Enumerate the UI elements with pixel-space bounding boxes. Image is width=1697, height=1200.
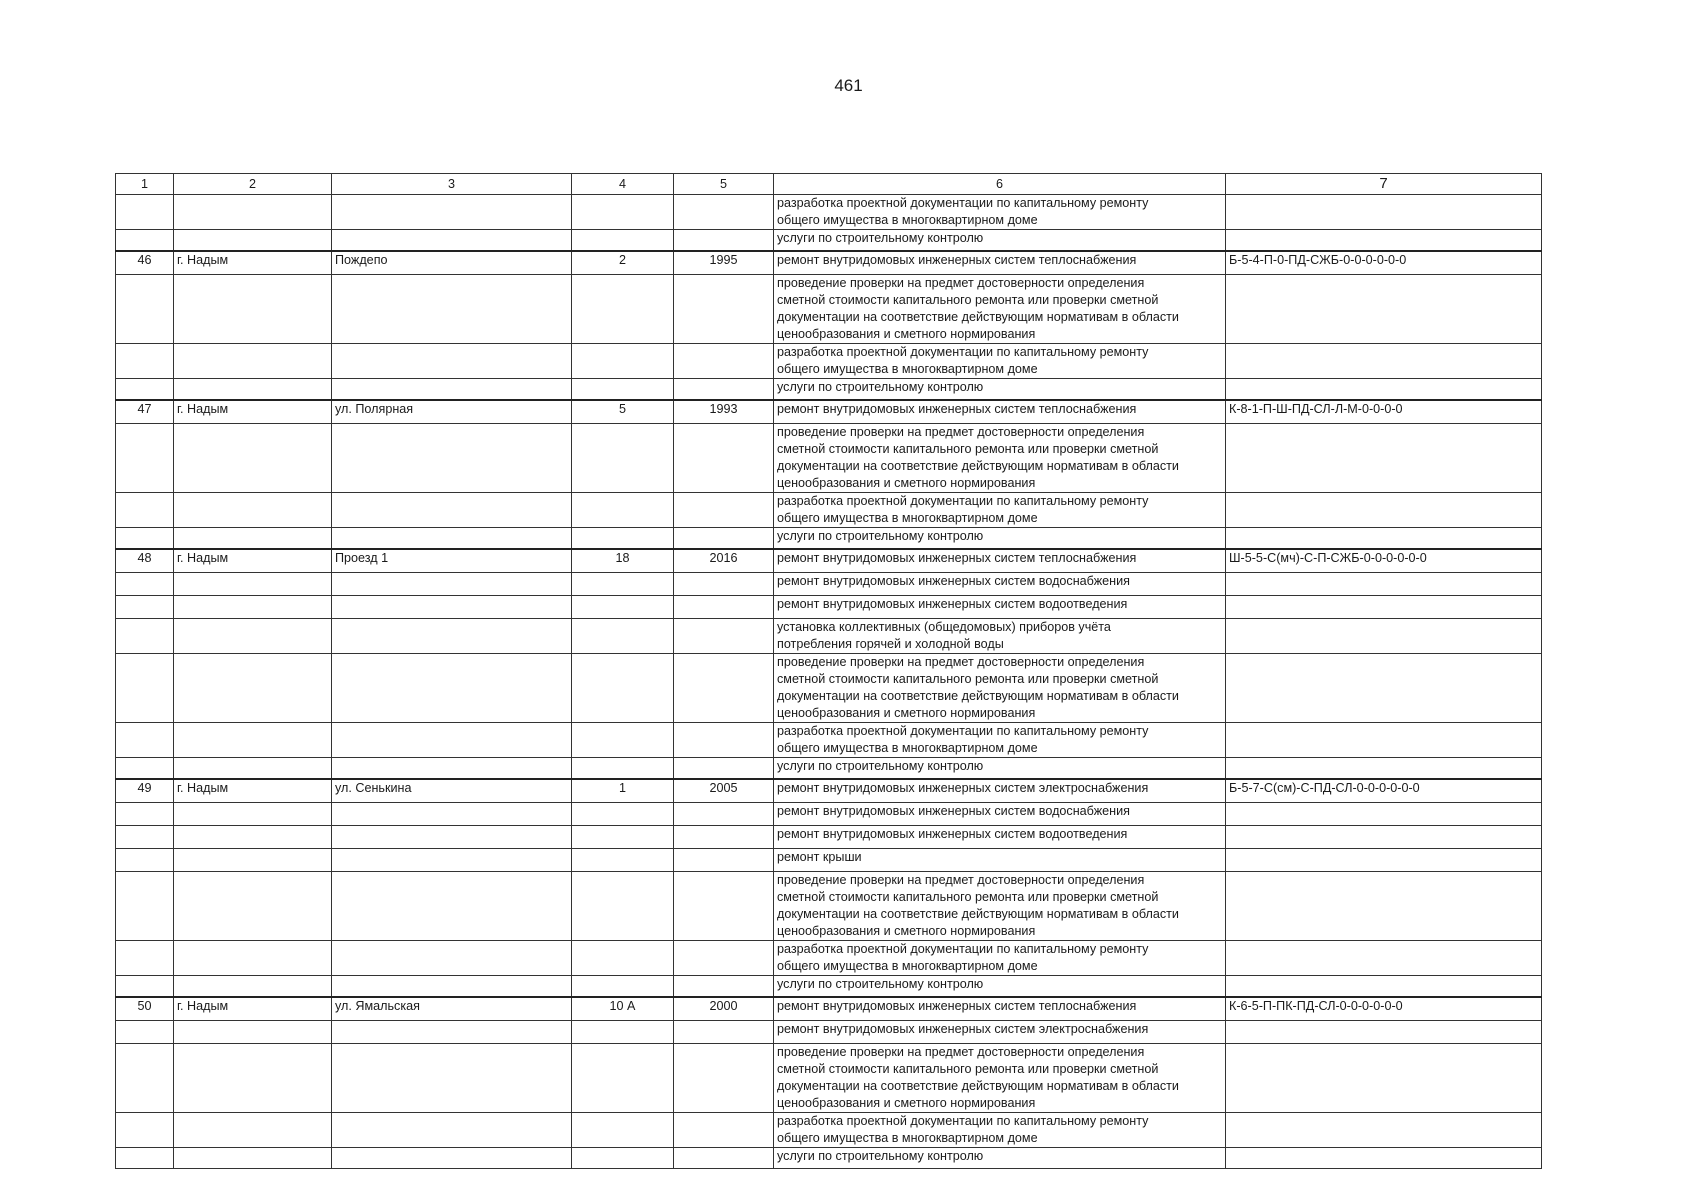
repair-register-table — [115, 173, 1542, 1169]
cell-work-type: ремонт внутридомовых инженерных систем теплоснабжения — [774, 549, 1226, 573]
cell-street — [332, 195, 572, 230]
cell-build-year: 1995 — [674, 251, 774, 275]
cell-building-code — [1226, 803, 1542, 826]
cell-house-number — [572, 379, 674, 401]
table-row — [116, 230, 1542, 252]
cell-street — [332, 493, 572, 528]
cell-row-number — [116, 230, 174, 252]
cell-building-code — [1226, 230, 1542, 252]
cell-row-number — [116, 619, 174, 654]
column-header-1: 1 — [116, 174, 174, 195]
cell-street — [332, 344, 572, 379]
cell-street — [332, 976, 572, 998]
cell-street — [332, 596, 572, 619]
table-row — [116, 275, 1542, 344]
cell-build-year — [674, 195, 774, 230]
cell-building-code — [1226, 275, 1542, 344]
cell-street: Пождепо — [332, 251, 572, 275]
cell-build-year — [674, 1044, 774, 1113]
cell-build-year — [674, 424, 774, 493]
cell-house-number: 5 — [572, 400, 674, 424]
cell-work-type: ремонт внутридомовых инженерных систем электроснабжения — [774, 779, 1226, 803]
cell-work-type: разработка проектной документации по капитальному ремонту общего имущества в многоквартирном доме — [774, 723, 1226, 758]
cell-street — [332, 619, 572, 654]
cell-house-number — [572, 195, 674, 230]
cell-house-number — [572, 528, 674, 550]
cell-work-type: ремонт внутридомовых инженерных систем теплоснабжения — [774, 997, 1226, 1021]
table-row — [116, 573, 1542, 596]
cell-city — [174, 872, 332, 941]
cell-street — [332, 379, 572, 401]
table-row — [116, 424, 1542, 493]
cell-row-number: 46 — [116, 251, 174, 275]
cell-build-year — [674, 379, 774, 401]
table-row — [116, 528, 1542, 550]
cell-city — [174, 493, 332, 528]
cell-street — [332, 872, 572, 941]
cell-house-number — [572, 803, 674, 826]
cell-city — [174, 803, 332, 826]
cell-city — [174, 344, 332, 379]
cell-work-type: установка коллективных (общедомовых) приборов учёта потребления горячей и холодной воды — [774, 619, 1226, 654]
cell-house-number — [572, 596, 674, 619]
cell-house-number — [572, 1021, 674, 1044]
cell-house-number: 2 — [572, 251, 674, 275]
cell-building-code — [1226, 528, 1542, 550]
cell-work-type: услуги по строительному контролю — [774, 976, 1226, 998]
cell-row-number — [116, 941, 174, 976]
cell-build-year: 1993 — [674, 400, 774, 424]
cell-building-code: К-6-5-П-ПК-ПД-СЛ-0-0-0-0-0-0 — [1226, 997, 1542, 1021]
cell-building-code — [1226, 1021, 1542, 1044]
cell-city — [174, 596, 332, 619]
table-row — [116, 251, 1542, 275]
cell-work-type: разработка проектной документации по капитальному ремонту общего имущества в многоквартирном доме — [774, 493, 1226, 528]
cell-house-number — [572, 976, 674, 998]
cell-build-year — [674, 654, 774, 723]
cell-building-code — [1226, 826, 1542, 849]
cell-row-number — [116, 195, 174, 230]
table-row — [116, 779, 1542, 803]
cell-city: г. Надым — [174, 549, 332, 573]
column-header-7: 7 — [1226, 174, 1542, 195]
table-body — [116, 174, 1542, 1169]
cell-work-type: услуги по строительному контролю — [774, 1148, 1226, 1169]
column-header-6: 6 — [774, 174, 1226, 195]
cell-work-type: ремонт внутридомовых инженерных систем водоотведения — [774, 596, 1226, 619]
cell-work-type: разработка проектной документации по капитальному ремонту общего имущества в многоквартирном доме — [774, 941, 1226, 976]
cell-build-year — [674, 826, 774, 849]
cell-work-type: услуги по строительному контролю — [774, 528, 1226, 550]
cell-build-year — [674, 758, 774, 780]
cell-building-code — [1226, 872, 1542, 941]
cell-street — [332, 803, 572, 826]
cell-street — [332, 849, 572, 872]
table-row — [116, 803, 1542, 826]
cell-row-number — [116, 849, 174, 872]
cell-row-number: 48 — [116, 549, 174, 573]
table-row — [116, 941, 1542, 976]
cell-house-number — [572, 424, 674, 493]
table-row — [116, 549, 1542, 573]
cell-build-year: 2000 — [674, 997, 774, 1021]
table-row — [116, 826, 1542, 849]
cell-build-year — [674, 849, 774, 872]
cell-city — [174, 654, 332, 723]
cell-house-number — [572, 1148, 674, 1169]
cell-work-type: проведение проверки на предмет достоверности определения сметной стоимости капитального ремонта или проверки сметной документации на соответствие действующим нормативам в области ценообразования и сметного нормирования — [774, 1044, 1226, 1113]
cell-row-number — [116, 275, 174, 344]
cell-house-number — [572, 619, 674, 654]
table-row — [116, 723, 1542, 758]
column-header-5: 5 — [674, 174, 774, 195]
cell-build-year — [674, 573, 774, 596]
cell-row-number — [116, 872, 174, 941]
cell-work-type: разработка проектной документации по капитальному ремонту общего имущества в многоквартирном доме — [774, 195, 1226, 230]
table-row — [116, 379, 1542, 401]
cell-city: г. Надым — [174, 779, 332, 803]
cell-building-code — [1226, 1113, 1542, 1148]
cell-row-number — [116, 379, 174, 401]
cell-build-year: 2005 — [674, 779, 774, 803]
cell-city — [174, 1148, 332, 1169]
cell-work-type: проведение проверки на предмет достоверности определения сметной стоимости капитального ремонта или проверки сметной документации на соответствие действующим нормативам в области ценообразования и сметного нормирования — [774, 424, 1226, 493]
cell-house-number — [572, 849, 674, 872]
cell-build-year — [674, 1021, 774, 1044]
cell-build-year — [674, 493, 774, 528]
cell-row-number — [116, 654, 174, 723]
cell-build-year — [674, 344, 774, 379]
column-header-2: 2 — [174, 174, 332, 195]
cell-house-number — [572, 826, 674, 849]
cell-build-year — [674, 275, 774, 344]
cell-city — [174, 1044, 332, 1113]
cell-work-type: услуги по строительному контролю — [774, 758, 1226, 780]
cell-house-number — [572, 230, 674, 252]
table-row — [116, 400, 1542, 424]
cell-street: Проезд 1 — [332, 549, 572, 573]
cell-building-code — [1226, 976, 1542, 998]
cell-house-number — [572, 1044, 674, 1113]
cell-street — [332, 941, 572, 976]
cell-street — [332, 826, 572, 849]
cell-work-type: разработка проектной документации по капитальному ремонту общего имущества в многоквартирном доме — [774, 344, 1226, 379]
cell-building-code — [1226, 596, 1542, 619]
table-row — [116, 195, 1542, 230]
cell-building-code — [1226, 941, 1542, 976]
cell-house-number — [572, 872, 674, 941]
cell-work-type: ремонт внутридомовых инженерных систем теплоснабжения — [774, 400, 1226, 424]
table-row — [116, 1113, 1542, 1148]
cell-building-code — [1226, 1148, 1542, 1169]
table-row — [116, 976, 1542, 998]
cell-house-number — [572, 1113, 674, 1148]
cell-street: ул. Полярная — [332, 400, 572, 424]
cell-building-code: Б-5-4-П-0-ПД-СЖБ-0-0-0-0-0-0 — [1226, 251, 1542, 275]
table-row — [116, 654, 1542, 723]
cell-street: ул. Ямальская — [332, 997, 572, 1021]
cell-street — [332, 275, 572, 344]
cell-building-code — [1226, 573, 1542, 596]
cell-building-code — [1226, 424, 1542, 493]
cell-row-number — [116, 344, 174, 379]
cell-city — [174, 230, 332, 252]
cell-city — [174, 1021, 332, 1044]
cell-row-number — [116, 803, 174, 826]
cell-building-code — [1226, 654, 1542, 723]
cell-build-year — [674, 803, 774, 826]
cell-city — [174, 275, 332, 344]
cell-building-code — [1226, 758, 1542, 780]
cell-street: ул. Сенькина — [332, 779, 572, 803]
cell-city — [174, 573, 332, 596]
cell-building-code — [1226, 379, 1542, 401]
cell-row-number — [116, 424, 174, 493]
table-row — [116, 1148, 1542, 1169]
cell-city — [174, 195, 332, 230]
table-row — [116, 872, 1542, 941]
table-row — [116, 758, 1542, 780]
cell-build-year — [674, 596, 774, 619]
cell-street — [332, 723, 572, 758]
table-row — [116, 849, 1542, 872]
cell-street — [332, 424, 572, 493]
cell-work-type: проведение проверки на предмет достоверности определения сметной стоимости капитального ремонта или проверки сметной документации на соответствие действующим нормативам в области ценообразования и сметного нормирования — [774, 654, 1226, 723]
cell-street — [332, 1021, 572, 1044]
cell-row-number — [116, 826, 174, 849]
cell-row-number: 47 — [116, 400, 174, 424]
table-row — [116, 1021, 1542, 1044]
cell-house-number — [572, 275, 674, 344]
cell-row-number — [116, 758, 174, 780]
cell-building-code — [1226, 344, 1542, 379]
cell-house-number — [572, 723, 674, 758]
cell-street — [332, 654, 572, 723]
cell-street — [332, 1113, 572, 1148]
cell-work-type: проведение проверки на предмет достоверности определения сметной стоимости капитального ремонта или проверки сметной документации на соответствие действующим нормативам в области ценообразования и сметного нормирования — [774, 275, 1226, 344]
cell-city: г. Надым — [174, 251, 332, 275]
cell-street — [332, 1044, 572, 1113]
cell-street — [332, 528, 572, 550]
cell-city — [174, 849, 332, 872]
cell-build-year — [674, 230, 774, 252]
cell-row-number — [116, 1148, 174, 1169]
cell-house-number: 1 — [572, 779, 674, 803]
cell-work-type: ремонт крыши — [774, 849, 1226, 872]
cell-building-code: Б-5-7-С(см)-С-ПД-СЛ-0-0-0-0-0-0 — [1226, 779, 1542, 803]
cell-city — [174, 758, 332, 780]
cell-row-number — [116, 573, 174, 596]
cell-city — [174, 1113, 332, 1148]
table-row — [116, 493, 1542, 528]
cell-building-code: Ш-5-5-С(мч)-С-П-СЖБ-0-0-0-0-0-0 — [1226, 549, 1542, 573]
cell-street — [332, 230, 572, 252]
cell-build-year — [674, 941, 774, 976]
cell-work-type: услуги по строительному контролю — [774, 230, 1226, 252]
cell-build-year — [674, 619, 774, 654]
cell-building-code — [1226, 493, 1542, 528]
cell-house-number — [572, 758, 674, 780]
cell-row-number — [116, 1044, 174, 1113]
cell-house-number — [572, 654, 674, 723]
cell-row-number — [116, 723, 174, 758]
table-row — [116, 619, 1542, 654]
cell-city: г. Надым — [174, 997, 332, 1021]
cell-house-number — [572, 573, 674, 596]
cell-build-year — [674, 528, 774, 550]
cell-building-code — [1226, 849, 1542, 872]
cell-work-type: проведение проверки на предмет достоверности определения сметной стоимости капитального ремонта или проверки сметной документации на соответствие действующим нормативам в области ценообразования и сметного нормирования — [774, 872, 1226, 941]
cell-building-code — [1226, 619, 1542, 654]
cell-build-year — [674, 723, 774, 758]
cell-build-year — [674, 976, 774, 998]
cell-city — [174, 826, 332, 849]
cell-row-number — [116, 528, 174, 550]
cell-city — [174, 941, 332, 976]
cell-row-number — [116, 1113, 174, 1148]
cell-building-code — [1226, 723, 1542, 758]
cell-house-number: 18 — [572, 549, 674, 573]
cell-build-year — [674, 872, 774, 941]
cell-street — [332, 573, 572, 596]
page-number: 461 — [834, 76, 863, 95]
cell-city: г. Надым — [174, 400, 332, 424]
cell-city — [174, 723, 332, 758]
cell-work-type: ремонт внутридомовых инженерных систем водоотведения — [774, 826, 1226, 849]
cell-build-year — [674, 1113, 774, 1148]
table-row — [116, 596, 1542, 619]
cell-row-number — [116, 493, 174, 528]
cell-building-code: К-8-1-П-Ш-ПД-СЛ-Л-М-0-0-0-0 — [1226, 400, 1542, 424]
cell-work-type: ремонт внутридомовых инженерных систем водоснабжения — [774, 573, 1226, 596]
cell-row-number — [116, 976, 174, 998]
table-row — [116, 1044, 1542, 1113]
cell-house-number: 10 А — [572, 997, 674, 1021]
cell-row-number — [116, 596, 174, 619]
cell-work-type: ремонт внутридомовых инженерных систем водоснабжения — [774, 803, 1226, 826]
cell-work-type: разработка проектной документации по капитальному ремонту общего имущества в многоквартирном доме — [774, 1113, 1226, 1148]
cell-work-type: услуги по строительному контролю — [774, 379, 1226, 401]
cell-row-number: 49 — [116, 779, 174, 803]
cell-build-year: 2016 — [674, 549, 774, 573]
cell-build-year — [674, 1148, 774, 1169]
cell-house-number — [572, 344, 674, 379]
cell-city — [174, 619, 332, 654]
cell-work-type: ремонт внутридомовых инженерных систем электроснабжения — [774, 1021, 1226, 1044]
cell-city — [174, 528, 332, 550]
column-header-4: 4 — [572, 174, 674, 195]
cell-work-type: ремонт внутридомовых инженерных систем теплоснабжения — [774, 251, 1226, 275]
table-row — [116, 997, 1542, 1021]
column-header-3: 3 — [332, 174, 572, 195]
column-number-row — [116, 174, 1542, 195]
cell-row-number: 50 — [116, 997, 174, 1021]
table-row — [116, 344, 1542, 379]
cell-city — [174, 379, 332, 401]
cell-city — [174, 976, 332, 998]
cell-row-number — [116, 1021, 174, 1044]
cell-street — [332, 1148, 572, 1169]
cell-street — [332, 758, 572, 780]
cell-house-number — [572, 493, 674, 528]
cell-building-code — [1226, 195, 1542, 230]
cell-building-code — [1226, 1044, 1542, 1113]
cell-house-number — [572, 941, 674, 976]
cell-city — [174, 424, 332, 493]
